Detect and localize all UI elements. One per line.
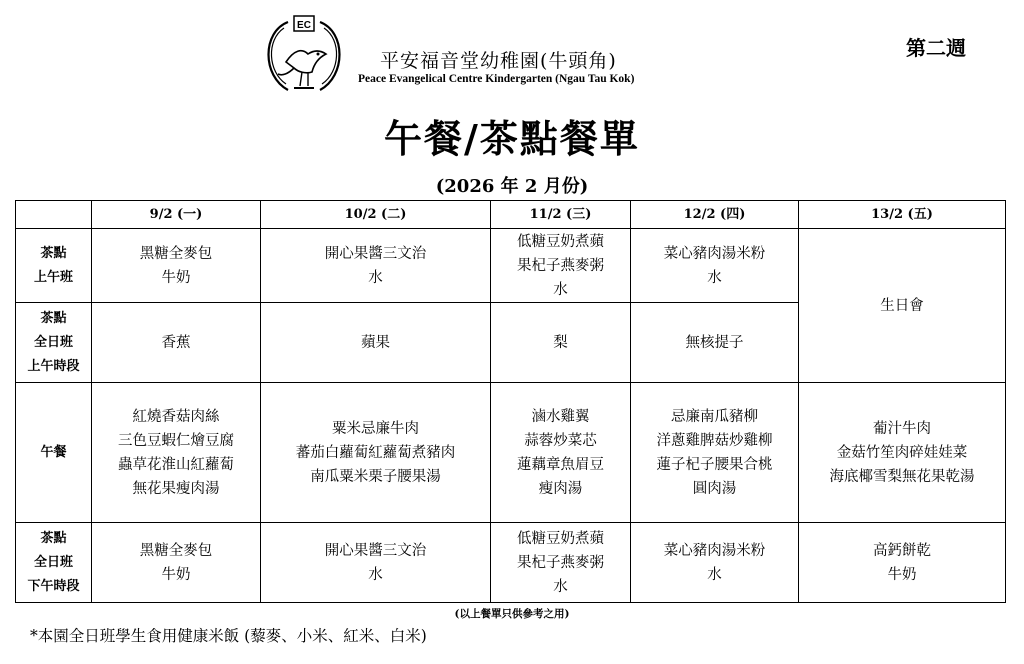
table-row xyxy=(16,383,1006,523)
menu-cell: 葡汁牛肉 金菇竹笙肉碎娃娃菜 海底椰雪梨無花果乾湯 xyxy=(799,383,1006,523)
row-label: 午餐 xyxy=(16,383,92,523)
menu-cell: 菜心豬肉湯米粉 水 xyxy=(631,523,799,603)
menu-cell: 蘋果 xyxy=(261,303,491,383)
school-name-chinese: 平安福音堂幼稚園(牛頭角) xyxy=(380,50,617,72)
menu-cell: 黑糖全麥包 牛奶 xyxy=(92,523,261,603)
menu-cell: 開心果醬三文治 水 xyxy=(261,229,491,303)
logo-text: EC xyxy=(297,20,311,31)
month-label: (2026 年 2 月份) xyxy=(435,176,589,197)
menu-cell: 梨 xyxy=(491,303,631,383)
menu-cell: 紅燒香菇肉絲 三色豆蝦仁燴豆腐 蟲草花淮山紅蘿蔔 無花果瘦肉湯 xyxy=(92,383,261,523)
menu-cell: 開心果醬三文治 水 xyxy=(261,523,491,603)
menu-cell: 滷水雞翼 蒜蓉炒菜芯 蓮藕章魚眉豆 瘦肉湯 xyxy=(491,383,631,523)
menu-cell: 菜心豬肉湯米粉 水 xyxy=(631,229,799,303)
day-header: 12/2 (四) xyxy=(631,201,799,229)
menu-cell: 低糖豆奶煮蘋 果杞子燕麥粥 水 xyxy=(491,229,631,303)
school-name-english: Peace Evangelical Centre Kindergarten (Ngau Tau Kok) xyxy=(358,73,635,85)
menu-cell: 香蕉 xyxy=(92,303,261,383)
menu-table xyxy=(15,200,1006,603)
menu-cell: 粟米忌廉牛肉 蕃茄白蘿蔔紅蘿蔔煮豬肉 南瓜粟米栗子腰果湯 xyxy=(261,383,491,523)
school-logo xyxy=(258,14,350,100)
header-corner xyxy=(16,201,92,229)
menu-cell: 無核提子 xyxy=(631,303,799,383)
day-header: 11/2 (三) xyxy=(491,201,631,229)
day-header: 10/2 (二) xyxy=(261,201,491,229)
table-row xyxy=(16,229,1006,303)
page-title: 午餐/茶點餐單 xyxy=(384,116,640,161)
menu-cell: 高鈣餅乾 牛奶 xyxy=(799,523,1006,603)
day-header: 9/2 (一) xyxy=(92,201,261,229)
menu-cell: 忌廉南瓜豬柳 洋蔥雞脾菇炒雞柳 蓮子杞子腰果合桃 圓肉湯 xyxy=(631,383,799,523)
day-header: 13/2 (五) xyxy=(799,201,1006,229)
footnote: *本園全日班學生食用健康米飯 (藜麥、小米、紅米、白米) xyxy=(30,627,427,645)
table-header-row xyxy=(16,201,1006,229)
menu-cell: 黑糖全麥包 牛奶 xyxy=(92,229,261,303)
row-label: 茶點 上午班 xyxy=(16,229,92,303)
menu-cell: 低糖豆奶煮蘋 果杞子燕麥粥 水 xyxy=(491,523,631,603)
week-label: 第二週 xyxy=(906,36,966,60)
row-label: 茶點 全日班 上午時段 xyxy=(16,303,92,383)
table-row xyxy=(16,523,1006,603)
row-label: 茶點 全日班 下午時段 xyxy=(16,523,92,603)
birthday-cell: 生日會 xyxy=(799,229,1006,383)
reference-note: (以上餐單只供參考之用) xyxy=(454,608,570,620)
